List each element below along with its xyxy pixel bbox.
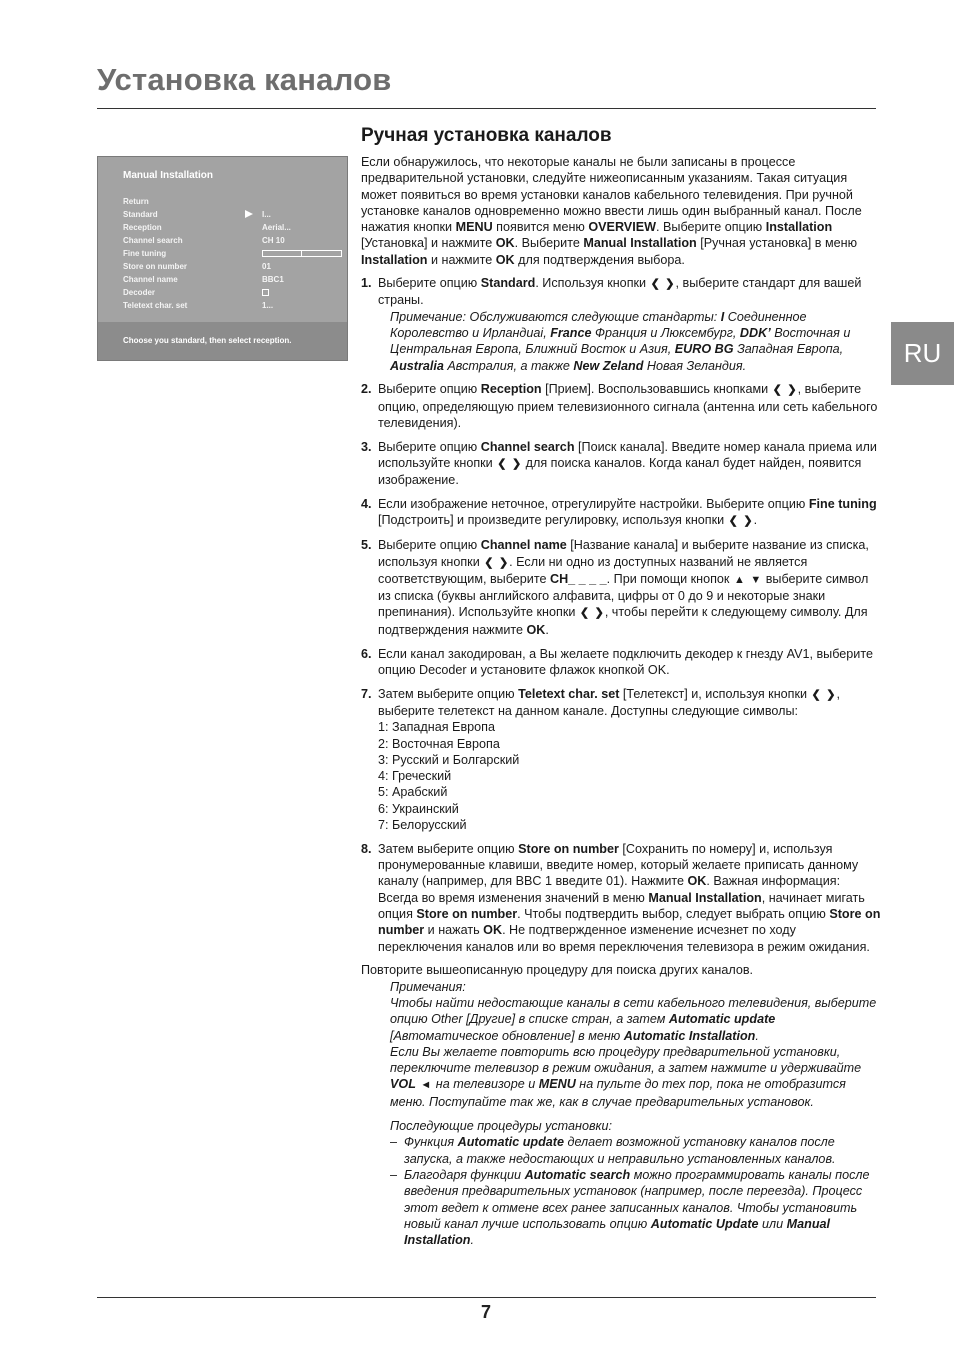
osd-row-value: 01 <box>262 262 271 271</box>
step-6: 6. Если канал закодирован, а Вы желаете подключить декодер к гнезду AV1, выберите опцию Decoder и установите флажок кнопкой OK. <box>361 646 873 677</box>
list-item: 5: Арабский <box>378 785 448 800</box>
osd-row-value: 1... <box>262 301 274 310</box>
osd-row-label: Standard <box>123 210 158 219</box>
list-item: 6: Украинский <box>378 801 459 816</box>
osd-row-label: Fine tuning <box>123 249 167 258</box>
step-number: 4. <box>361 497 372 512</box>
section-heading: Ручная установка каналов <box>361 125 612 146</box>
osd-row-value: I... <box>262 210 271 219</box>
osd-row-label: Reception <box>123 223 162 232</box>
right-arrow-icon: ❯ <box>511 458 522 471</box>
right-arrow-icon: ❯ <box>665 278 675 291</box>
osd-hint: Choose you standard, then select reception. <box>123 336 292 345</box>
step-8: 8. Затем выберите опцию Store on number [Сохранить по номеру] и, используя пронумерованные клавиши, введите номер, который желаете приписать данному каналу (например, для BBC 1 введите 01). Нажмите OK. Важная информация: Всегда во время изменения значений в меню Manual Installation, начинает мигать опция Store on number. Чтобы подтвердить выбор, следует выбрать опцию Store on number и нажать OK. Не подтвержденное изменение исчезнет по ходу переключения каналов или во время переключения телевизора в режим ожидания. <box>361 841 881 954</box>
step-number: 8. <box>361 841 372 856</box>
left-arrow-icon: ❮ <box>772 384 782 397</box>
osd-row-value: Aerial... <box>262 223 291 232</box>
up-arrow-icon: ▲ <box>733 573 745 586</box>
osd-footer <box>98 322 347 360</box>
right-arrow-icon: ❯ <box>498 556 509 569</box>
step-1: 1. Выберите опцию Standard. Используя кнопки ❮ ❯, выберите стандарт для вашей страны. Примечание: Обслуживаются следующие стандарты: I Соединенное Королевство и Ирландиаi, France Франция и Люксембург, DDK’ Восточная и Центральная Европа, Ближний Восток и Азия, EURO BG Западная Европа, Australia Австралия, а также New Zeland Новая Зеландия. <box>361 276 862 373</box>
step-number: 2. <box>361 382 372 397</box>
teletext-char-list <box>378 719 881 833</box>
list-item: 4: Греческий <box>378 769 452 784</box>
osd-row-label: Return <box>123 197 149 206</box>
language-tab: RU <box>891 322 954 385</box>
step-3: 3. Выберите опцию Channel search [Поиск канала]. Введите номер канала приема или используйте кнопки ❮ ❯ для поиска каналов. Когда канал будет найден, появится изображение. <box>361 439 877 488</box>
left-arrow-icon: ❮ <box>811 688 821 701</box>
osd-selector-arrow-icon <box>245 210 253 218</box>
step-number: 3. <box>361 439 372 454</box>
repeat-paragraph: Повторите вышеописанную процедуру для поиска других каналов. <box>361 963 754 978</box>
osd-screenshot <box>97 156 348 361</box>
step-number: 7. <box>361 686 372 701</box>
list-item: 3: Русский и Болгарский <box>378 752 520 767</box>
osd-title: Manual Installation <box>123 170 214 181</box>
step-number: 1. <box>361 276 372 291</box>
footer-rule <box>97 1297 876 1298</box>
step-4: 4. Если изображение неточное, отрегулируйте настройки. Выберите опцию Fine tuning [Подстроить] и произведите регулировку, используя кнопки ❮ ❯. <box>361 496 881 530</box>
right-arrow-icon: ❯ <box>826 688 836 701</box>
volume-left-arrow-icon: ◄ <box>420 1079 432 1092</box>
list-item: 1: Западная Европа <box>378 720 495 735</box>
list-item: 2: Восточная Европа <box>378 736 500 751</box>
list-item: 7: Белорусский <box>378 817 467 832</box>
step-2: 2. Выберите опцию Reception [Прием]. Воспользовавшись кнопками ❮ ❯, выберите опцию, определяющую прием телевизионного сигнала (антенна или сеть кабельного телевидения). <box>361 382 878 430</box>
intro-paragraph: Если обнаружилось, что некоторые каналы не были записаны в процессе предварительной установки, следуйте нижеописанным указаниям. Такая ситуация может появиться во время установки каналов кабельного телевидения. При ручной установке каналов одновременно можно ввести лишь один выбранный канал. После нажатия кнопки MENU появится меню OVERVIEW. Выберите опцию Installation [Установка] и нажмите OK. Выберите Manual Installation [Ручная установка] в меню Installation и нажмите OK для подтверждения выбора. <box>361 155 862 267</box>
osd-decoder-checkbox <box>262 289 269 296</box>
osd-row-value: BBC1 <box>262 275 284 284</box>
left-arrow-icon: ❮ <box>650 278 660 291</box>
left-arrow-icon: ❮ <box>579 607 590 620</box>
right-arrow-icon: ❯ <box>743 515 753 528</box>
left-arrow-icon: ❮ <box>728 515 738 528</box>
osd-row-label: Channel search <box>123 236 183 245</box>
step-number: 5. <box>361 538 372 553</box>
osd-row-label: Teletext char. set <box>123 301 188 310</box>
right-arrow-icon: ❯ <box>787 384 797 397</box>
osd-row-label: Store on number <box>123 262 188 271</box>
osd-fine-tuning-bar <box>262 250 342 257</box>
content-column <box>361 124 881 1248</box>
right-arrow-icon: ❯ <box>594 607 604 620</box>
left-arrow-icon: ❮ <box>497 458 507 471</box>
steps-list <box>361 275 881 955</box>
step-5: 5. Выберите опцию Channel name [Название канала] и выберите название из списка, используя кнопки ❮ ❯. Если ни одно из доступных названий не является соответствующим, выберите CH_ _ _ _. При помощи кнопок ▲ ▼ выберите символ из списка (буквы английского алфавита, цифры от 0 до 9 и некоторые знаки препинания). Используйте кнопки ❮ ❯, чтобы перейти к следующему символу. Для подтверждения нажмите OK. <box>361 538 869 637</box>
osd-row-label: Channel name <box>123 275 178 284</box>
osd-row-label: Decoder <box>123 288 156 297</box>
page-number: 7 <box>480 1302 491 1322</box>
down-arrow-icon: ▼ <box>750 573 762 586</box>
osd-row-value: CH 10 <box>262 236 285 245</box>
notes-block: Примечания: Чтобы найти недостающие каналы в сети кабельного телевидения, выберите опцию Other [Другие] в списке стран, а затем Automatic update [Автоматическое обновление] в меню Automatic Installation. Если Вы желаете повторить всю процедуру предварительной установки, переключите телевизор в режим ожидания, а затем нажмите и удерживайте VOL ◄ на телевизоре и MENU на пульте до тех пор, пока не отобразится меню. Поступайте так же, как в случае предварительных установок. Последующие процедуры установки: – Функция Automatic update делает возможной установку каналов после запуска, а также недостающих и неправильно установленных каналов. – Благодаря функции Automatic search можно программировать каналы после введения предварительных установок (например, после переезда). Процесс этот ведет к отмене всех ранее записанных каналов. Чтобы установить новый канал лучше использовать опцию Automatic Update или Manual Installation. <box>361 979 881 1249</box>
page-title: Установка каналов <box>97 62 392 97</box>
step-number: 6. <box>361 646 372 661</box>
left-arrow-icon: ❮ <box>484 556 494 569</box>
header-rule <box>97 108 876 109</box>
step-7: 7. Затем выберите опцию Teletext char. set [Телетекст] и, используя кнопки ❮ ❯, выберите телетекст на данном канале. Доступны следующие символы: 1: Западная Европа 2: Восточная Европа 3: Русский и Болгарский 4: Греческий 5: Арабский 6: Украинский 7: Белорусский <box>361 686 881 834</box>
